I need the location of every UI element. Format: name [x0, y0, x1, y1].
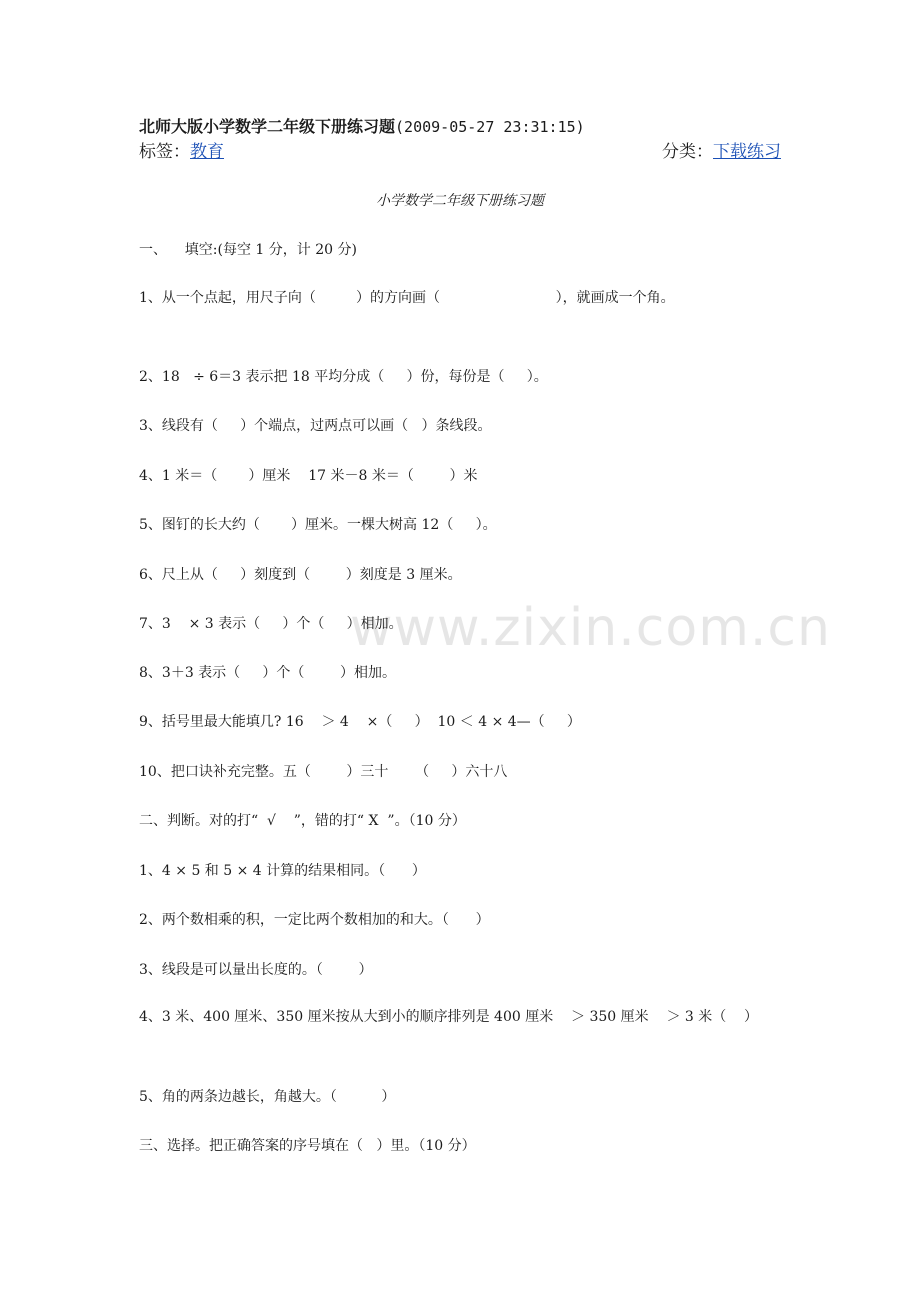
question-line: 8、3＋3 表示（ ）个（ ）相加。: [139, 665, 397, 681]
question-line: 3、线段有（ ）个端点，过两点可以画（ ）条线段。: [139, 418, 492, 434]
question-line: 9、括号里最大能填几? 16 ＞ 4 ×（ ） 10 ＜ 4 × 4—（ ）: [139, 714, 581, 730]
post-title: 北师大版小学数学二年级下册练习题: [139, 117, 396, 136]
question-line: 1、4 × 5 和 5 × 4 计算的结果相同。（ ）: [139, 863, 426, 879]
worksheet-subtitle: 小学数学二年级下册练习题: [376, 193, 544, 209]
post-title-line: [139, 114, 585, 137]
tag-label: 标签：: [139, 142, 190, 162]
question-line: 3、线段是可以量出长度的。（ ）: [139, 962, 373, 978]
question-line: 5、图钉的长大约（ ）厘米。一棵大树高 12（ ）。: [139, 517, 497, 533]
post-date: (2009-05-27 23:31:15): [395, 118, 585, 136]
question-line: 4、1 米＝（ ）厘米 17 米－8 米＝（ ）米: [139, 468, 478, 484]
question-line: 1、从一个点起，用尺子向（ ）的方向画（ ），就画成一个角。: [139, 290, 675, 306]
question-line: 6、尺上从（ ）刻度到（ ）刻度是 3 厘米。: [139, 567, 462, 583]
section-fill-in-heading: 一、 填空:(每空 1 分，计 20 分): [139, 242, 357, 258]
question-line: 10、把口诀补充完整。五（ ）三十 （ ）六十八: [139, 764, 508, 780]
tag-link[interactable]: 教育: [190, 142, 224, 162]
section-judgement-heading: 二、判断。对的打“ √ ”，错的打“ X ”。（10 分）: [139, 813, 466, 829]
category-group: [662, 137, 781, 162]
section-choice-heading: 三、选择。把正确答案的序号填在（ ）里。（10 分）: [139, 1138, 476, 1154]
category-label: 分类：: [662, 142, 713, 162]
post-meta: [139, 137, 781, 162]
category-link[interactable]: 下载练习: [713, 142, 781, 162]
question-line: 2、两个数相乘的积，一定比两个数相加的和大。（ ）: [139, 912, 490, 928]
watermark: www.zixin.com.cn: [350, 598, 831, 658]
question-line: 7、3 × 3 表示（ ）个（ ）相加。: [139, 616, 403, 632]
question-line: 2、18 ÷ 6＝3 表示把 18 平均分成（ ）份，每份是（ ）。: [139, 369, 548, 385]
question-line: 5、角的两条边越长，角越大。（ ）: [139, 1089, 396, 1105]
question-line: 4、3 米、400 厘米、350 厘米按从大到小的顺序排列是 400 厘米 ＞ 350 厘米 ＞ 3 米（ ）: [139, 1009, 759, 1025]
